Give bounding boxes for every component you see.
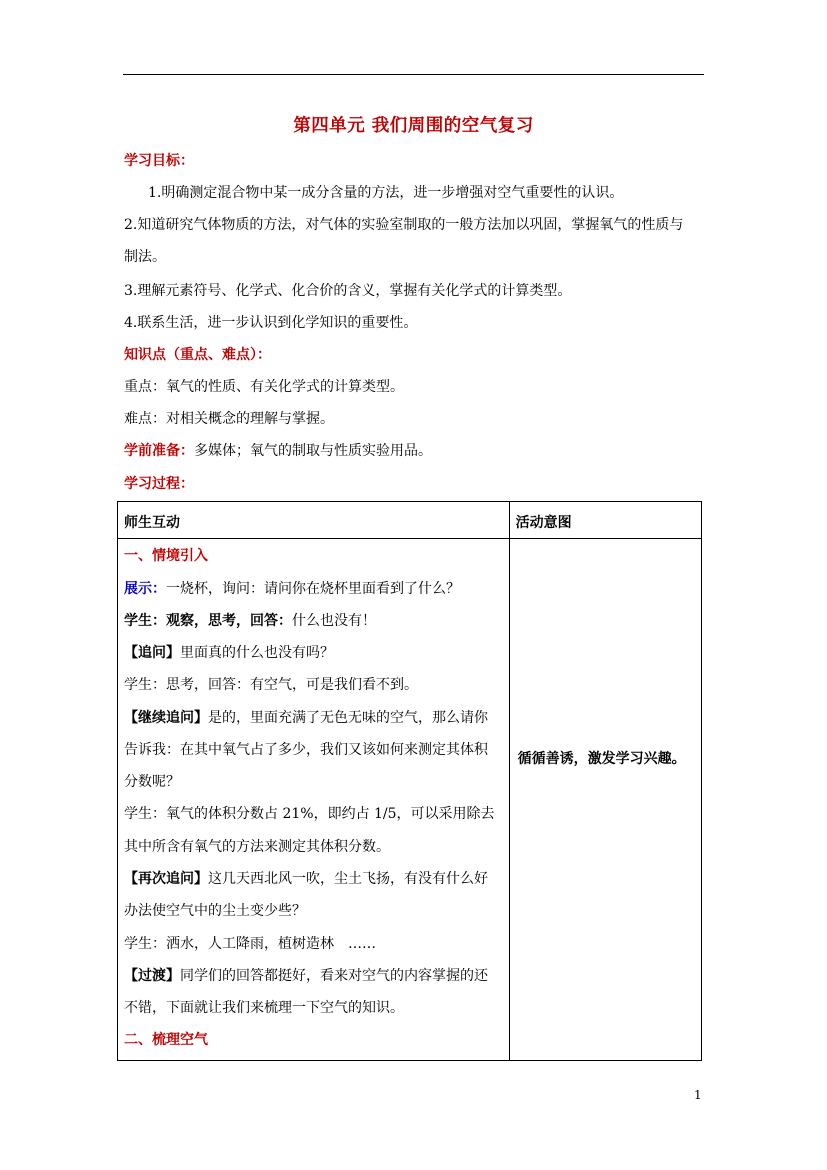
section2-heading: 二、梳理空气 <box>124 1032 208 1048</box>
intent-cell <box>509 539 701 1061</box>
followup3-text: 这几天西北风一吹，尘土飞扬，有没有什么好 <box>208 871 488 887</box>
followup-text: 里面真的什么也没有吗？ <box>180 645 334 661</box>
preparation-label: 学前准备： <box>124 443 194 459</box>
objectives-heading: 学习目标： <box>124 153 194 169</box>
header-rule <box>123 74 704 75</box>
transition-label: 【过渡】 <box>124 968 180 984</box>
show-line <box>124 580 460 598</box>
process-heading: 学习过程： <box>124 476 194 492</box>
followup-label: 【追问】 <box>124 645 180 661</box>
intent-text: 循循善诱，激发学习兴趣。 <box>517 751 686 767</box>
followup2-text: 是的，里面充满了无色无味的空气，那么请你 <box>208 710 488 726</box>
table-header-intent <box>509 502 701 539</box>
followup2-line3: 分数呢？ <box>124 774 180 790</box>
col2-header: 活动意图 <box>515 515 572 531</box>
page-number: 1 <box>694 1088 702 1102</box>
objective-1: 1.明确测定混合物中某一成分含量的方法，进一步增强对空气重要性的认识。 <box>148 185 624 201</box>
followup2-line <box>124 709 488 727</box>
followup2-line2: 告诉我：在其中氧气占了多少，我们又该如何来测定其体积 <box>124 742 488 758</box>
student-text: 什么也没有！ <box>292 613 376 629</box>
followup3-line <box>124 870 488 888</box>
objective-2-cont: 制法。 <box>124 249 166 265</box>
followup2-label: 【继续追问】 <box>124 710 208 726</box>
col1-header: 师生互动 <box>124 515 180 531</box>
process-table <box>117 501 702 1061</box>
section1-heading: 一、情境引入 <box>124 548 208 564</box>
followup3-label: 【再次追问】 <box>124 871 208 887</box>
objective-4: 4.联系生活，进一步认识到化学知识的重要性。 <box>124 315 418 331</box>
show-text: 一烧杯，询问：请问你在烧杯里面看到了什么？ <box>166 581 460 597</box>
preparation-text: 多媒体；氧气的制取与性质实验用品。 <box>194 443 432 459</box>
objective-3: 3.理解元素符号、化学式、化合价的含义，掌握有关化学式的计算类型。 <box>124 283 572 299</box>
preparation <box>124 442 432 460</box>
transition-line2: 不错，下面就让我们来梳理一下空气的知识。 <box>124 1000 404 1016</box>
student-line <box>124 612 376 630</box>
followup-line <box>124 644 334 662</box>
interaction-cell <box>118 539 510 1061</box>
objective-2: 2.知道研究气体物质的方法，对气体的实验室制取的一般方法加以巩固，掌握氧气的性质与 <box>124 217 684 233</box>
student2-line: 学生：思考，回答：有空气，可是我们看不到。 <box>124 677 418 693</box>
difficult-point: 难点：对相关概念的理解与掌握。 <box>124 411 334 427</box>
key-points-heading: 知识点（重点、难点）： <box>124 347 271 363</box>
student3-line2: 其中所含有氧气的方法来测定其体积分数。 <box>124 839 390 855</box>
key-point: 重点：氧气的性质、有关化学式的计算类型。 <box>124 379 404 395</box>
table-header-interaction <box>118 502 510 539</box>
followup3-line2: 办法使空气中的尘土变少些？ <box>124 903 306 919</box>
document-title: 第四单元 我们周围的空气复习 <box>293 116 534 136</box>
transition-line <box>124 967 488 985</box>
student3-line1: 学生：氧气的体积分数占 21%，即约占 1/5，可以采用除去 <box>124 806 495 822</box>
student-label: 学生：观察，思考，回答： <box>124 613 292 629</box>
student4-line: 学生：洒水，人工降雨，植树造林 …… <box>124 936 376 952</box>
show-label: 展示： <box>124 581 166 597</box>
transition-text: 同学们的回答都挺好，看来对空气的内容掌握的还 <box>180 968 488 984</box>
